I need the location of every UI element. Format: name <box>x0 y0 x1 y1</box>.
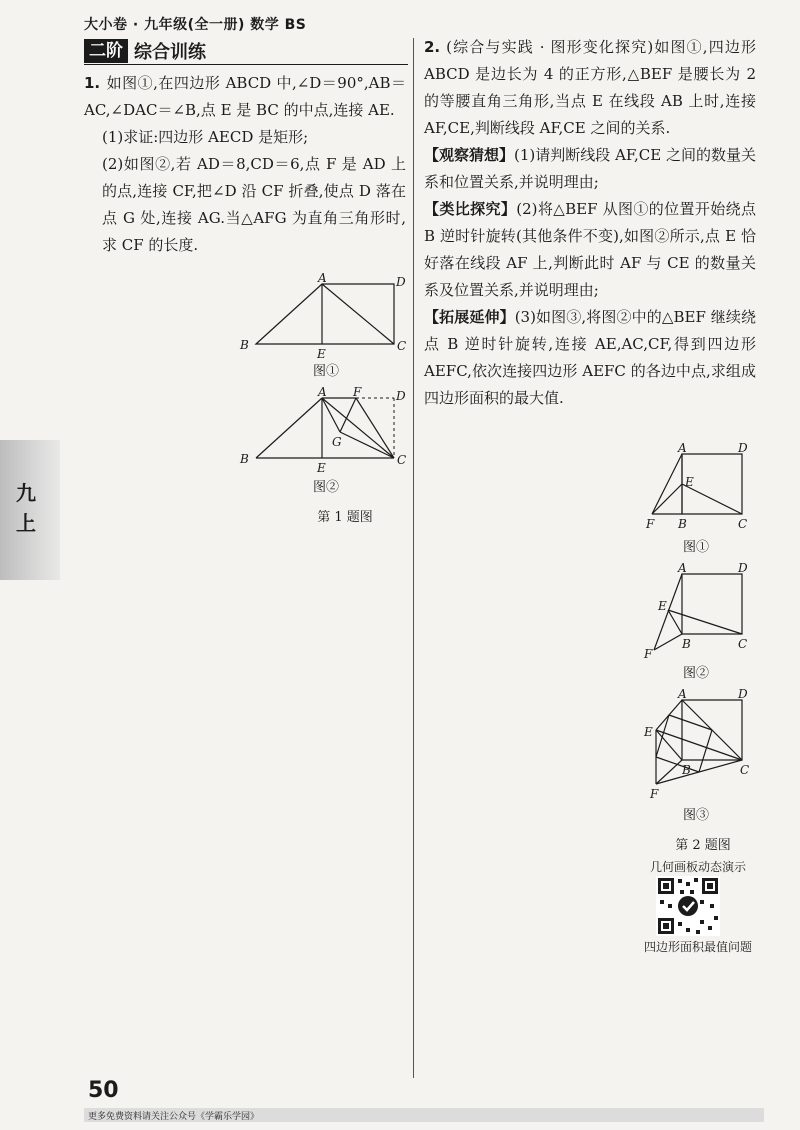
section-name: 综合训练 <box>134 42 206 63</box>
label-C: C <box>738 517 748 531</box>
qr-title: 几何画板动态演示 <box>649 860 746 874</box>
qr-code[interactable] <box>656 876 720 936</box>
problem-1 <box>84 70 406 259</box>
label-A: A <box>678 562 687 575</box>
label-D: D <box>396 275 406 289</box>
label-C: C <box>740 763 750 777</box>
problem-2 <box>424 34 756 412</box>
qr-subtitle: 四边形面积最值问题 <box>643 940 752 954</box>
label-F: F <box>353 386 362 399</box>
label-C: C <box>397 339 407 353</box>
label-E: E <box>317 347 326 360</box>
label-D: D <box>738 688 748 701</box>
problem-1-figure-1 <box>236 272 412 360</box>
problem-1-part1: (1)求证:四边形 AECD 是矩形; <box>102 128 309 146</box>
column-divider <box>413 38 414 1078</box>
problem-2-number: 2. <box>424 38 441 56</box>
label-E: E <box>317 461 326 475</box>
label-F: F <box>646 517 655 531</box>
label-B: B <box>682 637 691 651</box>
grade-side-text: 九 上 <box>16 481 36 535</box>
problem-2-stem: 2. (综合与实践 · 图形变化探究)如图①,四边形 ABCD 是边长为 4 的正方形,△BEF 是腰长为 2 的等腰直角三角形,当点 E 在线段 AB 上时,连接 AF,CE,判断线段 AF,CE 之间的关系. <box>424 38 756 137</box>
label-A: A <box>678 442 687 455</box>
problem-2-fig3-caption: 图③ <box>682 808 709 823</box>
problem-1-number: 1. <box>84 74 101 92</box>
problem-2-part3: 【拓展延伸】(3)如图③,将图②中的△BEF 继续绕点 B 逆时针旋转,连接 AE,AC,CF,得到四边形 AEFC,依次连接四边形 AEFC 的各边中点,求组成四边形面积的最大值. <box>424 308 756 407</box>
label-C: C <box>738 637 748 651</box>
problem-2-fig2-caption: 图② <box>682 666 709 681</box>
label-B: B <box>682 763 691 777</box>
problem-2-fig1-caption: 图① <box>682 540 709 555</box>
problem-1-fig2-caption: 图② <box>312 480 339 495</box>
label-A: A <box>318 272 327 285</box>
label-G: G <box>332 435 342 449</box>
label-F: F <box>650 787 659 801</box>
section-rule <box>84 64 408 65</box>
section-title <box>84 38 206 64</box>
section-badge: 二阶 <box>84 39 128 63</box>
problem-1-figure-2 <box>236 386 412 476</box>
label-E: E <box>644 725 653 739</box>
label-A: A <box>318 386 327 399</box>
label-B: B <box>678 517 687 531</box>
problem-1-part2: (2)如图②,若 AD＝8,CD＝6,点 F 是 AD 上的点,连接 CF,把∠D 沿 CF 折叠,使点 D 落在点 G 处,连接 AG.当△AFG 为直角三角形时,求 CF 的长度. <box>102 155 406 254</box>
problem-2-figure-3 <box>640 688 760 802</box>
label-A: A <box>678 688 687 701</box>
label-E: E <box>685 475 694 489</box>
label-D: D <box>738 442 748 455</box>
label-B: B <box>240 452 249 466</box>
problem-2-figure-1 <box>640 442 760 534</box>
label-F: F <box>644 647 653 660</box>
problem-1-figure-caption: 第 1 题图 <box>317 510 373 525</box>
label-B: B <box>240 338 249 352</box>
label-C: C <box>397 453 407 467</box>
problem-2-figure-2 <box>640 562 760 660</box>
label-D: D <box>396 389 406 403</box>
problem-2-part2: 【类比探究】(2)将△BEF 从图①的位置开始绕点 B 逆时针旋转(其他条件不变),如图②所示,点 E 恰好落在线段 AF 上,判断此时 AF 与 CE 的数量关系及位置关系,并说明理由; <box>424 200 756 299</box>
page-number: 50 <box>88 1078 119 1103</box>
problem-2-part1: 【观察猜想】(1)请判断线段 AF,CE 之间的数量关系和位置关系,并说明理由; <box>424 146 756 191</box>
problem-2-figure-caption: 第 2 题图 <box>675 838 731 853</box>
label-E: E <box>658 599 667 613</box>
footer-text: 更多免费资料请关注公众号《学霸乐学园》 <box>88 1112 260 1122</box>
problem-1-fig1-caption: 图① <box>312 364 339 379</box>
book-header: 大小卷 · 九年级(全一册) 数学 BS <box>84 17 307 33</box>
label-D: D <box>738 562 748 575</box>
problem-1-stem: 1. 如图①,在四边形 ABCD 中,∠D＝90°,AB＝AC,∠DAC＝∠B,点 E 是 BC 的中点,连接 AE. <box>84 74 406 119</box>
